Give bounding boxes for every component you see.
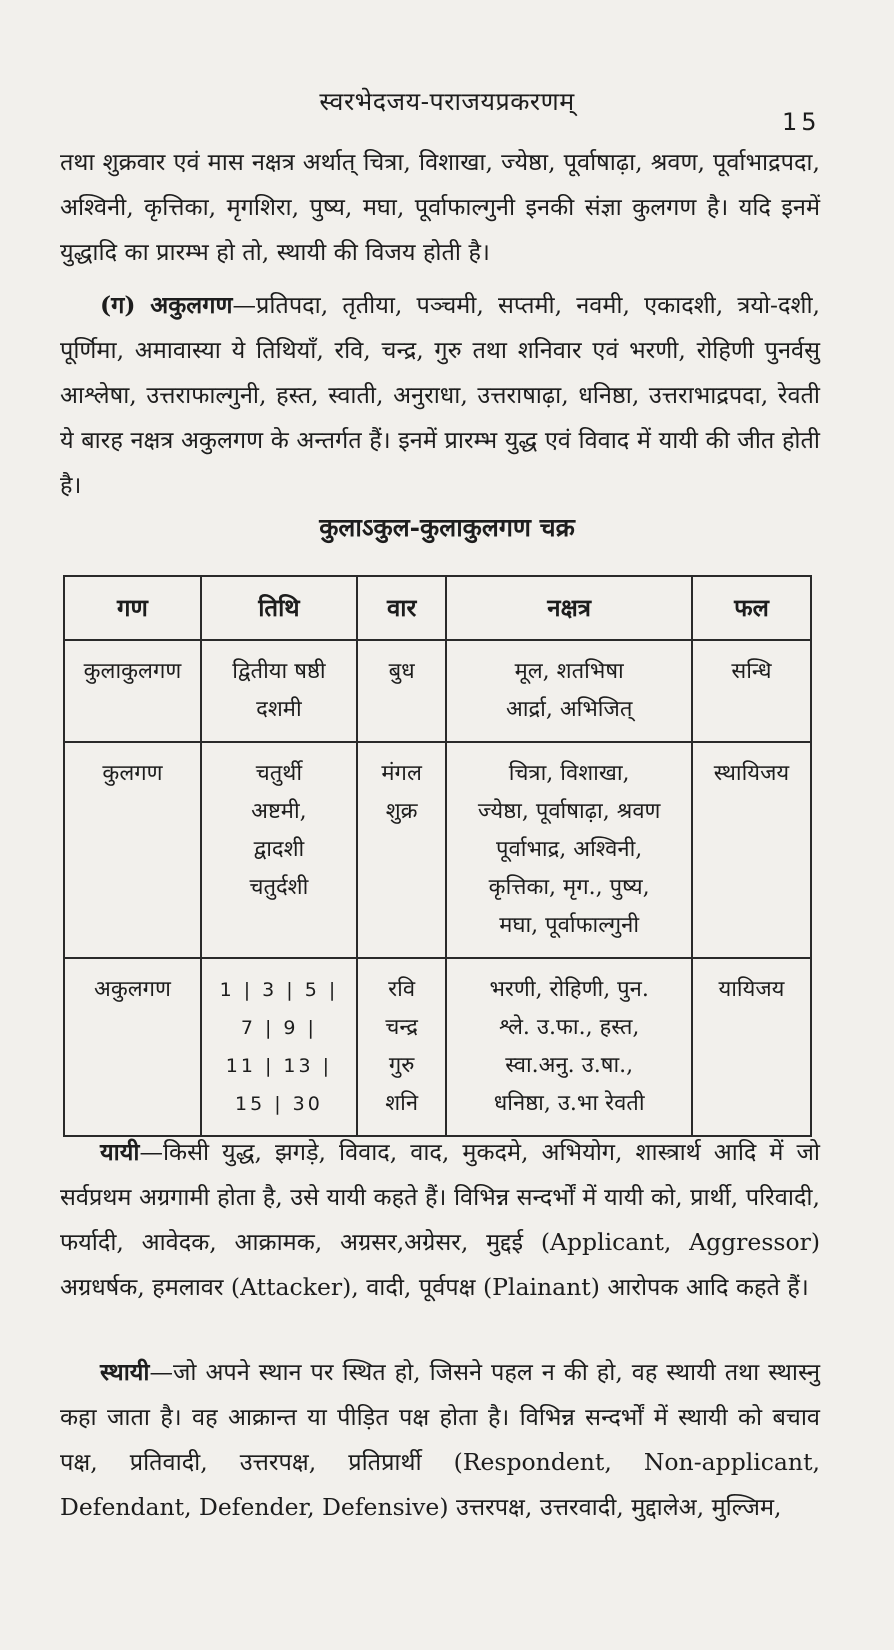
kulakul-chakra-table bbox=[63, 575, 812, 1137]
cell-line: अष्टमी, bbox=[251, 799, 307, 824]
table-row bbox=[64, 958, 811, 1136]
cell-nakshatra bbox=[446, 742, 691, 958]
cell-line: चतुर्दशी bbox=[249, 875, 309, 900]
cell-line: पूर्वाभाद्र, अश्विनी, bbox=[496, 837, 643, 862]
cell-line: धनिष्ठा, उ.भा रेवती bbox=[493, 1091, 645, 1116]
cell-line: बुध bbox=[388, 659, 415, 684]
cell-gana: अकुलगण bbox=[64, 958, 201, 1136]
cell-nakshatra bbox=[446, 958, 691, 1136]
cell-vaar bbox=[357, 958, 447, 1136]
table-title: कुलाऽकुल-कुलाकुलगण चक्र bbox=[319, 513, 575, 542]
cell-vaar bbox=[357, 742, 447, 958]
header-phal: फल bbox=[692, 576, 811, 640]
cell-line: चन्द्र bbox=[385, 1015, 418, 1040]
cell-line: मघा, पूर्वाफाल्गुनी bbox=[499, 913, 640, 938]
cell-tithi bbox=[201, 958, 357, 1136]
cell-line: द्वितीया षष्ठी bbox=[232, 659, 326, 684]
cell-line: चतुर्थी bbox=[255, 761, 303, 786]
paragraph-akulagan bbox=[60, 283, 820, 508]
cell-line: श्ले. उ.फा., हस्त, bbox=[498, 1015, 640, 1040]
paragraph-heading: स्थायी bbox=[100, 1358, 150, 1386]
header-vaar: वार bbox=[357, 576, 447, 640]
cell-tithi bbox=[201, 742, 357, 958]
cell-line: स्वा.अनु. उ.षा., bbox=[505, 1053, 634, 1078]
cell-line: 1 | 3 | 5 | bbox=[219, 979, 339, 1001]
table-row bbox=[64, 640, 811, 742]
header-nakshatra: नक्षत्र bbox=[446, 576, 691, 640]
cell-line: शनि bbox=[385, 1091, 419, 1116]
cell-line: 7 | 9 | bbox=[240, 1017, 317, 1039]
cell-line: मंगल bbox=[381, 761, 422, 786]
cell-line: शुक्र bbox=[385, 799, 418, 824]
cell-line: कृत्तिका, मृग., पुष्य, bbox=[488, 875, 650, 900]
table-header-row bbox=[64, 576, 811, 640]
paragraph-heading: (ग) अकुलगण bbox=[100, 291, 233, 319]
cell-line: द्वादशी bbox=[253, 837, 305, 862]
paragraph-text: —किसी युद्ध, झगड़े, विवाद, वाद, मुकदमे, अभियोग, शास्त्रार्थ आदि में जो सर्वप्रथम अग्रगामी होता है, उसे यायी कहते हैं। विभिन्न सन्दर्भों में यायी को, प्रार्थी, परिवादी, फर्यादी, आवेदक, आक्रामक, अग्रसर,अग्रेसर, मुद्दई (Applicant, Aggressor) अग्रधर्षक, हमलावर (Attacker), वादी, पूर्वपक्ष (Plainant) आरोपक आदि कहते हैं। bbox=[60, 1138, 820, 1301]
cell-line: भरणी, रोहिणी, पुन. bbox=[489, 977, 649, 1002]
paragraph-heading: यायी bbox=[100, 1138, 140, 1166]
paragraph-sthayi bbox=[60, 1350, 820, 1530]
paragraph-text: —जो अपने स्थान पर स्थित हो, जिसने पहल न की हो, वह स्थायी तथा स्थास्नु कहा जाता है। वह आक्रान्त या पीड़ित पक्ष होता है। विभिन्न सन्दर्भों में स्थायी को बचाव पक्ष, प्रतिवादी, उत्तरपक्ष, प्रतिप्रार्थी (Respondent, Non-applicant, Defendant, Defender, Defensive) उत्तरपक्ष, उत्तरवादी, मुद्दालेअ, मुल्जिम, bbox=[60, 1358, 820, 1521]
cell-line: रवि bbox=[388, 977, 416, 1002]
paragraph-text: —प्रतिपदा, तृतीया, पञ्चमी, सप्तमी, नवमी, एकादशी, त्रयो-दशी, पूर्णिमा, अमावास्या ये तिथियाँ, रवि, चन्द्र, गुरु तथा शनिवार एवं भरणी, रोहिणी पुनर्वसु आश्लेषा, उत्तराफाल्गुनी, हस्त, स्वाती, अनुराधा, उत्तराषाढ़ा, धनिष्ठा, उत्तराभाद्रपदा, रेवती ये बारह नक्षत्र अकुलगण के अन्तर्गत हैं। इनमें प्रारम्भ युद्ध एवं विवाद में यायी की जीत होती है। bbox=[60, 291, 820, 499]
paragraph-yayi bbox=[60, 1130, 820, 1310]
header-gana: गण bbox=[64, 576, 201, 640]
cell-line: 11 | 13 | bbox=[225, 1055, 333, 1077]
running-header: स्वरभेदजय-पराजयप्रकरणम् bbox=[319, 87, 575, 116]
cell-tithi bbox=[201, 640, 357, 742]
cell-line: चित्रा, विशाखा, bbox=[508, 761, 630, 786]
cell-phal: सन्धि bbox=[692, 640, 811, 742]
cell-nakshatra bbox=[446, 640, 691, 742]
cell-line: 15 | 30 bbox=[234, 1093, 323, 1115]
header-tithi: तिथि bbox=[201, 576, 357, 640]
cell-gana: कुलगण bbox=[64, 742, 201, 958]
cell-line: गुरु bbox=[388, 1053, 415, 1078]
cell-line: दशमी bbox=[256, 697, 302, 722]
table-row bbox=[64, 742, 811, 958]
cell-vaar bbox=[357, 640, 447, 742]
paragraph-kulagan-continuation bbox=[60, 140, 820, 275]
cell-line: मूल, शतभिषा bbox=[514, 659, 624, 684]
cell-line: आर्द्रा, अभिजित् bbox=[505, 697, 633, 722]
cell-gana: कुलाकुलगण bbox=[64, 640, 201, 742]
paragraph-text: तथा शुक्रवार एवं मास नक्षत्र अर्थात् चित्रा, विशाखा, ज्येष्ठा, पूर्वाषाढ़ा, श्रवण, पूर्वाभाद्रपदा, अश्विनी, कृत्तिका, मृगशिरा, पुष्य, मघा, पूर्वाफाल्गुनी इनकी संज्ञा कुलगण है। यदि इनमें युद्धादि का प्रारम्भ हो तो, स्थायी की विजय होती है। bbox=[60, 148, 820, 266]
cell-phal: स्थायिजय bbox=[692, 742, 811, 958]
cell-phal: यायिजय bbox=[692, 958, 811, 1136]
page-number: 15 bbox=[782, 108, 821, 136]
cell-line: ज्येष्ठा, पूर्वाषाढ़ा, श्रवण bbox=[477, 799, 661, 824]
